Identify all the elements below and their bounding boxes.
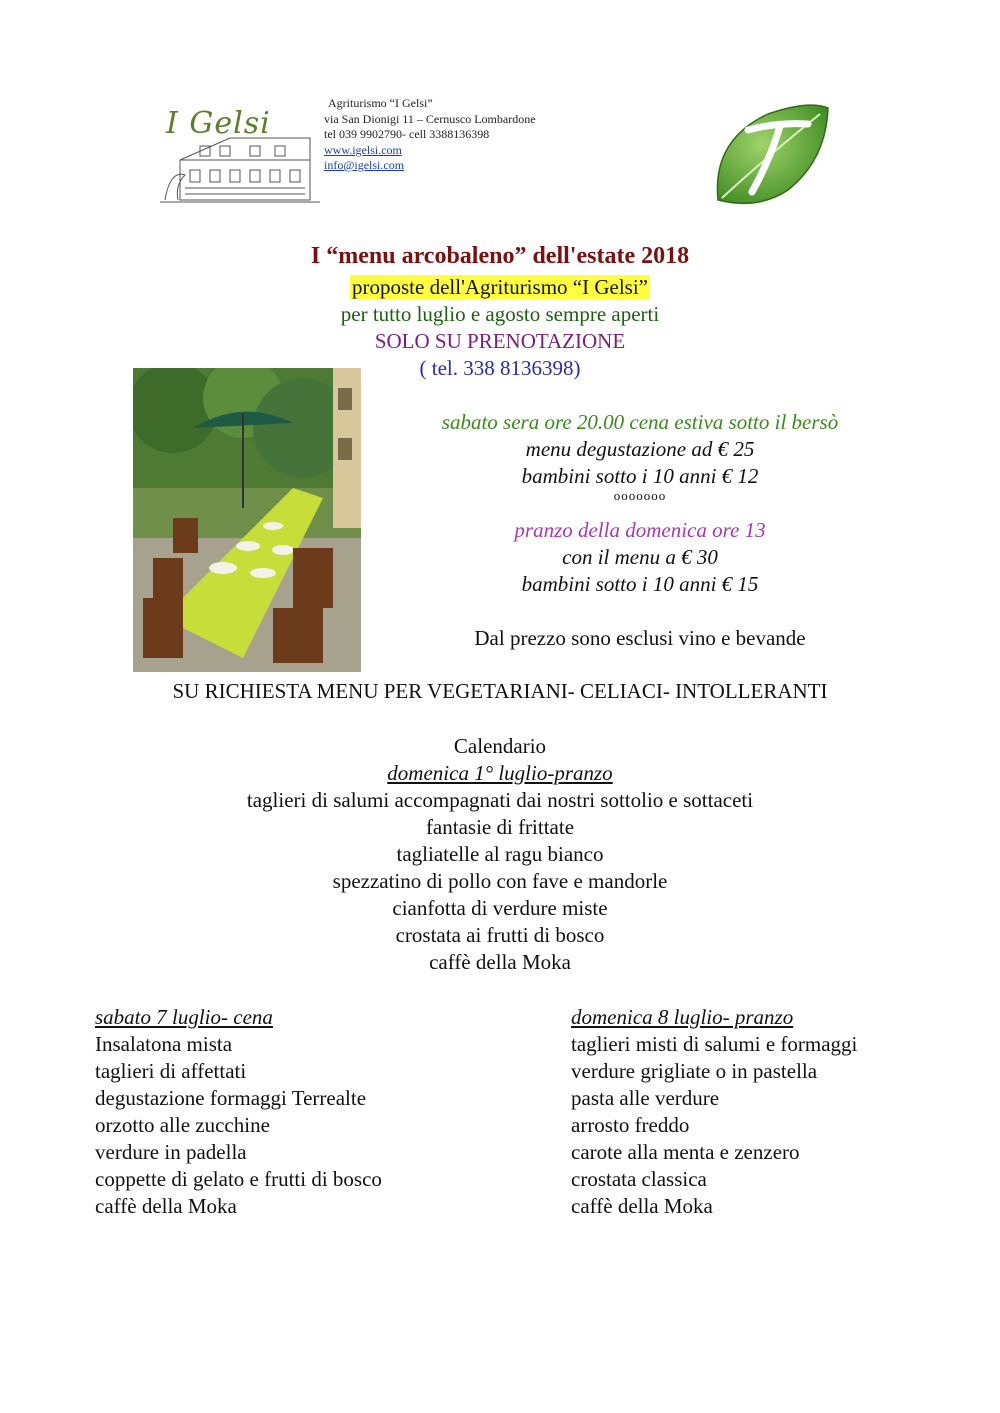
saturday-kids-price: bambini sotto i 10 anni € 12 (521, 464, 759, 488)
saturday-menu-price: menu degustazione ad € 25 (525, 437, 755, 461)
sunday-lunch-line: pranzo della domenica ore 13 (514, 518, 766, 542)
business-name: Agriturismo “I Gelsi” (328, 96, 433, 110)
separator: ooooooo (613, 488, 667, 503)
menu-item: cianfotta di verdure miste (392, 896, 608, 920)
logo (160, 100, 320, 205)
menu-item: taglieri di affettati (95, 1059, 247, 1083)
menu-item: caffè della Moka (95, 1194, 237, 1218)
garden-table-photo (133, 368, 361, 672)
menu-item: Insalatona mista (95, 1032, 233, 1056)
menu-item: caffè della Moka (429, 950, 571, 974)
phone-numbers: tel 039 9902790- cell 3388136398 (324, 127, 490, 141)
sunday-menu-price: con il menu a € 30 (562, 545, 718, 569)
website-link[interactable]: www.igelsi.com (324, 142, 402, 157)
saturday-dinner-line: sabato sera ore 20.00 cena estiva sotto il bersò (441, 410, 839, 434)
menu-item: tagliatelle al ragu bianco (396, 842, 604, 866)
menu-item: taglieri misti di salumi e formaggi (571, 1032, 858, 1056)
column-date: domenica 8 luglio- pranzo (571, 1005, 794, 1029)
sunday-menu-column (571, 1004, 857, 1220)
contact-block (324, 96, 536, 174)
menu-item: fantasie di frittate (425, 815, 575, 839)
menu-item: verdure in padella (95, 1140, 247, 1164)
page-title: I “menu arcobaleno” dell'estate 2018 (310, 243, 690, 269)
menu-item: pasta alle verdure (571, 1086, 720, 1110)
saturday-menu-column (95, 1004, 569, 1220)
menu-item: verdure grigliate o in pastella (571, 1059, 818, 1083)
calendar-first-date: domenica 1° luglio-pranzo (387, 761, 613, 785)
email-link[interactable]: info@igelsi.com (324, 158, 405, 172)
dietary-note: SU RICHIESTA MENU PER VEGETARIANI- CELIACI- INTOLLERANTI (172, 679, 828, 703)
menu-item: crostata classica (571, 1167, 707, 1191)
subtitle: proposte dell'Agriturismo “I Gelsi” (352, 275, 648, 299)
opening-note: per tutto luglio e agosto sempre aperti (340, 302, 660, 326)
booking-phone: ( tel. 338 8136398) (419, 356, 581, 380)
calendar-title: Calendario (453, 734, 547, 758)
booking-note: SOLO SU PRENOTAZIONE (374, 329, 626, 353)
menu-item: taglieri di salumi accompagnati dai nostri sottolio e sottaceti (246, 788, 754, 812)
menu-item: spezzatino di pollo con fave e mandorle (332, 869, 668, 893)
column-date: sabato 7 luglio- cena (95, 1005, 273, 1029)
leaf-icon (708, 100, 832, 212)
menu-item: arrosto freddo (571, 1113, 690, 1137)
address: via San Dionigi 11 – Cernusco Lombardone (324, 111, 536, 126)
menu-item: degustazione formaggi Terrealte (95, 1086, 367, 1110)
sunday-kids-price: bambini sotto i 10 anni € 15 (521, 572, 759, 596)
menu-item: orzotto alle zucchine (95, 1113, 270, 1137)
logo-text: I Gelsi (166, 106, 271, 141)
menu-item: carote alla menta e zenzero (571, 1140, 800, 1164)
menu-item: caffè della Moka (571, 1194, 713, 1218)
menu-item: crostata ai frutti di bosco (395, 923, 605, 947)
leaf-logo (708, 100, 832, 212)
excluded-note: Dal prezzo sono esclusi vino e bevande (474, 626, 806, 650)
menu-item: coppette di gelato e frutti di bosco (95, 1167, 382, 1191)
